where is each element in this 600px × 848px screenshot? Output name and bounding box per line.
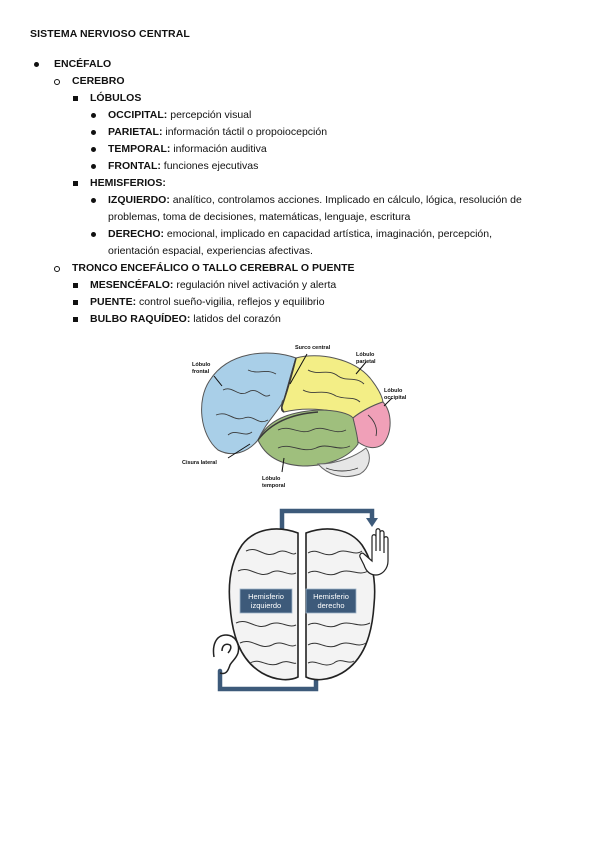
term: TEMPORAL:: [108, 143, 171, 155]
list-item-parietal: [30, 124, 575, 141]
surco-central-label: Surco central: [295, 345, 331, 351]
square-bullet: [73, 300, 78, 305]
term: PARIETAL:: [108, 126, 163, 138]
temporal-label-1: Lóbulo: [262, 476, 281, 482]
disc-bullet: [91, 147, 96, 152]
disc-bullet: [91, 198, 96, 203]
list-item-mesencefalo: [30, 277, 575, 294]
list-item-tronco: [30, 260, 575, 277]
term: PUENTE:: [90, 296, 137, 308]
term: DERECHO:: [108, 228, 165, 240]
parietal-label-1: Lóbulo: [356, 352, 375, 358]
disc-bullet: [91, 232, 96, 237]
desc: latidos del corazón: [190, 313, 281, 325]
list-item-bulbo: [30, 311, 575, 328]
left-hemisphere-label-2: izquierdo: [250, 601, 282, 610]
disc-bullet: [91, 130, 96, 135]
page-title: SISTEMA NERVIOSO CENTRAL: [30, 28, 190, 40]
left-hemisphere-label-1: Hemisferio: [248, 592, 284, 601]
cerebro-label: CEREBRO: [72, 75, 125, 87]
square-bullet: [73, 96, 78, 101]
lobulos-heading: LÓBULOS: [90, 92, 142, 104]
outline: [30, 56, 575, 328]
desc: información táctil o propoiocepción: [162, 126, 328, 138]
ear-icon: [214, 635, 239, 674]
top-arrow: [282, 511, 372, 529]
list-item-izquierdo: [30, 192, 575, 226]
desc: control sueño-vigilia, reflejos y equilibrio: [136, 296, 325, 308]
desc: información auditiva: [170, 143, 267, 155]
term: IZQUIERDO:: [108, 194, 170, 206]
list-item-frontal: [30, 158, 575, 175]
tronco-heading: TRONCO ENCEFÁLICO O TALLO CEREBRAL O PUENTE: [72, 262, 355, 274]
desc: analítico, controlamos acciones. Implicado en cálculo, lógica, resolución de: [169, 194, 522, 206]
frontal-label-1: Lóbulo: [192, 362, 211, 368]
cisura-lateral-label: Cisura lateral: [182, 460, 217, 466]
circle-bullet: [54, 79, 60, 85]
desc: percepción visual: [167, 109, 252, 121]
disc-bullet: [34, 62, 39, 67]
top-arrow-head: [366, 518, 378, 527]
list-item-derecho: [30, 226, 575, 260]
disc-bullet: [91, 113, 96, 118]
term: MESENCÉFALO:: [90, 279, 174, 291]
encefalo-label: ENCÉFALO: [54, 58, 112, 70]
term: BULBO RAQUÍDEO:: [90, 313, 191, 325]
desc: regulación nivel activación y alerta: [173, 279, 337, 291]
list-item-puente: [30, 294, 575, 311]
hemispheres-figure: [206, 505, 402, 697]
brain-lobes-figure: [178, 340, 410, 492]
frontal-label-2: frontal: [192, 369, 210, 375]
list-item-lobulos: [30, 90, 575, 107]
right-hemisphere-label-2: derecho: [317, 601, 345, 610]
list-item-temporal: [30, 141, 575, 158]
list-item-occipital: [30, 107, 575, 124]
occipital-label-1: Lóbulo: [384, 388, 403, 394]
desc-continued: problemas, toma de decisiones, matemáticas, lenguaje, escritura: [108, 211, 411, 223]
term: OCCIPITAL:: [108, 109, 168, 121]
right-hemisphere-label-1: Hemisferio: [313, 592, 349, 601]
occipital-label-2: occipital: [384, 395, 407, 401]
square-bullet: [73, 181, 78, 186]
list-item-encefalo: [30, 56, 575, 73]
list-item-hemisferios: [30, 175, 575, 192]
temporal-lobe: [258, 410, 358, 466]
brain-top-view: [229, 529, 374, 680]
temporal-label-2: temporal: [262, 483, 286, 489]
list-item-cerebro: [30, 73, 575, 90]
circle-bullet: [54, 266, 60, 272]
hemisferios-heading: HEMISFERIOS:: [90, 177, 166, 189]
desc: funciones ejecutivas: [160, 160, 259, 172]
term: FRONTAL:: [108, 160, 161, 172]
square-bullet: [73, 317, 78, 322]
desc-continued: orientación espacial, experiencias afectivas.: [108, 245, 313, 257]
disc-bullet: [91, 164, 96, 169]
square-bullet: [73, 283, 78, 288]
desc: emocional, implicado en capacidad artística, imaginación, percepción,: [164, 228, 493, 240]
parietal-label-2: parietal: [356, 359, 376, 365]
